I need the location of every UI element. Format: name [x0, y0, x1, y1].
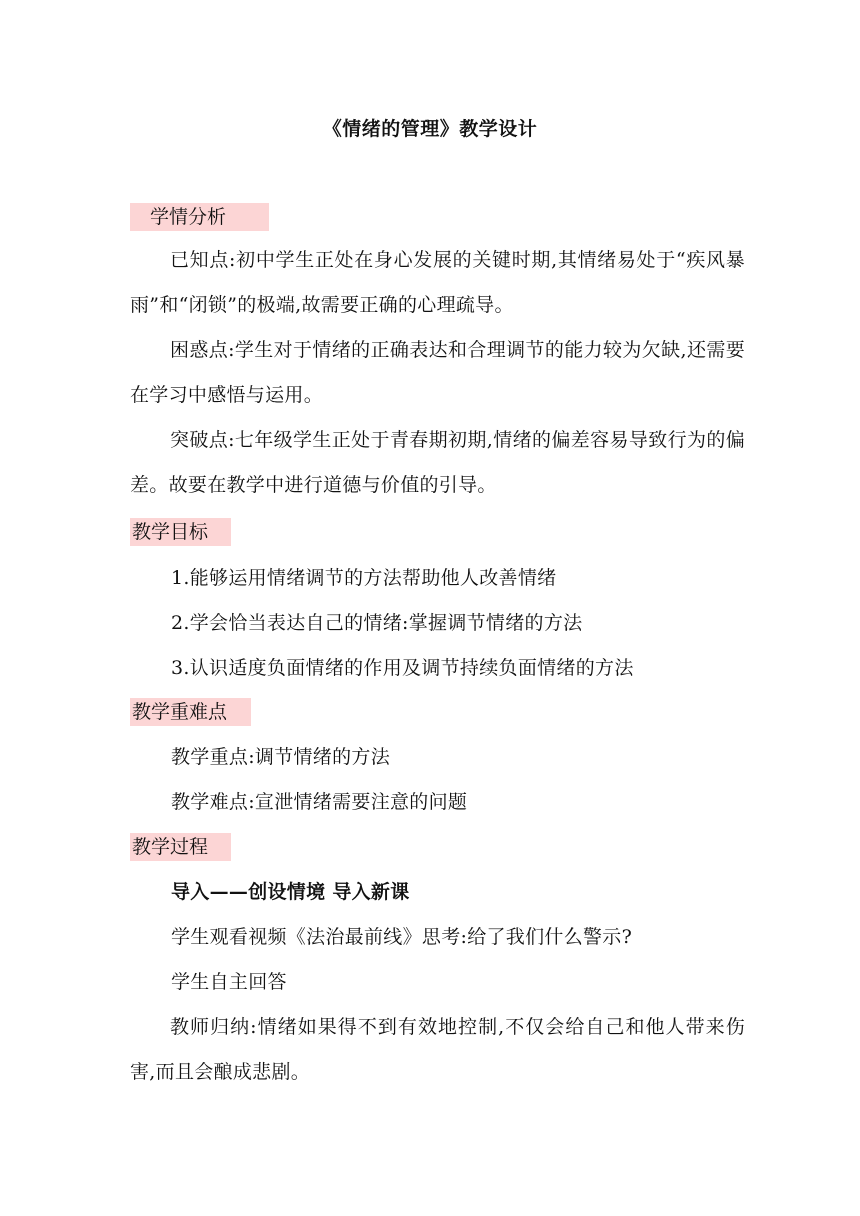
- paragraph-breakthrough-point: 突破点:七年级学生正处于青春期初期,情绪的偏差容易导致行为的偏差。故要在教学中进行道德与价值的引导。: [130, 429, 745, 496]
- section-label-key-points: 教学重难点: [130, 698, 251, 726]
- goal-item-2: 2.学会恰当表达自己的情绪:掌握调节情绪的方法: [171, 612, 583, 634]
- goal-item-1: 1.能够运用情绪调节的方法帮助他人改善情绪: [171, 567, 557, 589]
- key-point-focus: 教学重点:调节情绪的方法: [171, 746, 391, 768]
- section-label-process: 教学过程: [130, 833, 231, 861]
- paragraph-teacher-summary: 教师归纳:情绪如果得不到有效地控制,不仅会给自己和他人带来伤害,而且会酿成悲剧。: [130, 1016, 745, 1083]
- document-title: 《情绪的管理》教学设计: [322, 118, 538, 140]
- section-label-analysis: 学情分析: [130, 203, 269, 231]
- paragraph-known-point: 已知点:初中学生正处在身心发展的关键时期,其情绪易处于“疾风暴雨”和“闭锁”的极端,故需要正确的心理疏导。: [130, 249, 745, 316]
- section-label-goals: 教学目标: [130, 518, 231, 546]
- goal-item-3: 3.认识适度负面情绪的作用及调节持续负面情绪的方法: [171, 657, 634, 679]
- process-heading: 导入——创设情境 导入新课: [171, 881, 410, 903]
- paragraph-confusion-point: 困惑点:学生对于情绪的正确表达和合理调节的能力较为欠缺,还需要在学习中感悟与运用。: [130, 339, 745, 406]
- process-item-video: 学生观看视频《法治最前线》思考:给了我们什么警示?: [171, 926, 633, 948]
- process-item-answer: 学生自主回答: [171, 971, 287, 993]
- key-point-difficulty: 教学难点:宣泄情绪需要注意的问题: [171, 791, 468, 813]
